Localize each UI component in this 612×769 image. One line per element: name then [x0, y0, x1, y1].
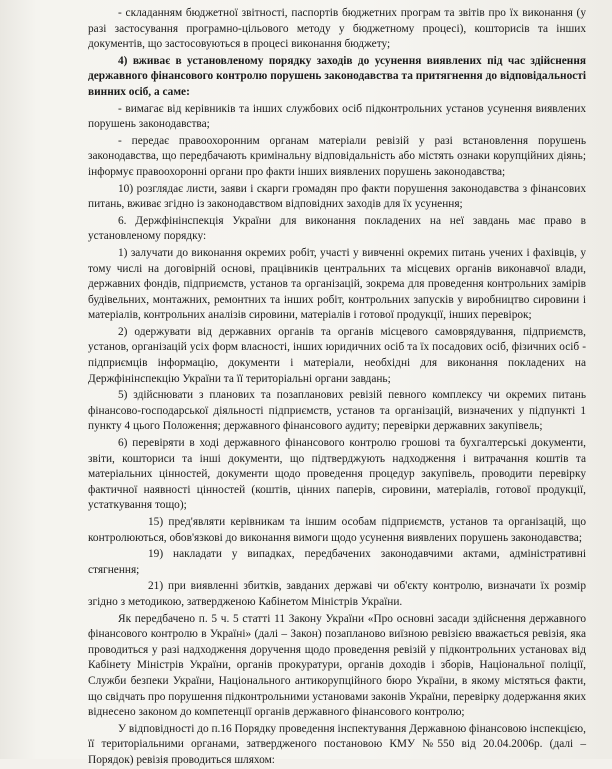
paragraph: 6. Держфінінспекція України для виконання покладених на неї завдань має право в установленому порядку:: [88, 214, 586, 243]
paragraph: 2) одержувати від державних органів та органів місцевого самоврядування, підприємств, установ, організацій усіх форм власності, інших юридичних осіб та їх посадових осіб, фізичних осіб - підприємців інформацію, документи і матеріали, необхідні для виконання покладених на Держфінінспекцію України та її територіальні органи завдань;: [88, 325, 586, 385]
document-body: [88, 6, 586, 769]
paragraph: - передає правоохоронним органам матеріали ревізій у разі встановлення порушень законодавства, що передбачають кримінальну відповідальність або містять ознаки корупційних діянь; інформує правоохоронні органи про факти інших виявлених порушень законодавства;: [88, 134, 586, 178]
paragraph: 1) залучати до виконання окремих робіт, участі у вивченні окремих питань учених і фахівців, у тому числі на договірній основі, працівників центральних та місцевих органів виконавчої влади, державних фондів, підприємств, установ та організацій, зокрема для проведення контрольних замірів будівельних, монтажних, ремонтних та інших робіт, контрольних запусків у виробництво сировини і матеріалів, контрольних аналізів сировини, матеріалів і готової продукції, інших перевірок;: [88, 246, 586, 322]
paragraph: 15) пред'являти керівникам та іншим особам підприємств, установ та організацій, що контролюються, обов'язкові до виконання вимоги щодо усунення виявлених порушень законодавства;: [88, 516, 586, 544]
paragraph: 21) при виявленні збитків, завданих державі чи об'єкту контролю, визначати їх розмір згідно з методикою, затвердженою Кабінетом Міністрів України.: [88, 580, 586, 608]
paragraph: У відповідності до п.16 Порядку проведення інспектування Державною фінансовою інспекцією, її територіальними органами, затвердженого постановою КМУ №550 від 20.04.2006р. (далі – Порядок) ревізія проводиться шляхом:: [88, 722, 586, 766]
paragraph-heading: 4) вживає в установленому порядку заходів до усунення виявлених під час здійснення державного фінансового контролю порушень законодавства та притягнення до відповідальності винних осіб, а саме:: [88, 54, 586, 98]
paragraph: Як передбачено п. 5 ч. 5 статті 11 Закону України «Про основні засади здійснення державного фінансового контролю в Україні» (далі – Закон) позапланово виїзною ревізією вважається ревізія, яка проводиться у разі надходження доручення щодо проведення ревізій у підконтрольних установах від Кабінету Міністрів України, органів прокуратури, органів доходів і зборів, Національної поліції, Служби безпеки України, Національного антикорупційного бюро України, в якому містяться факти, що свідчать про порушення підконтрольними установами законів України, перевірку додержання яких віднесено законом до компетенції органів державного фінансового контролю;: [88, 612, 586, 719]
paragraph: 19) накладати у випадках, передбачених законодавчими актами, адміністративні стягнення;: [88, 548, 586, 576]
paragraph: 6) перевіряти в ході державного фінансового контролю грошові та бухгалтерські документи, звіти, кошториси та інші документи, що підтверджують надходження і витрачання коштів та матеріальних цінностей, документи щодо проведення процедур закупівель, проводити перевірку фактичної наявності цінностей (коштів, цінних паперів, сировини, матеріалів, готової продукції, устаткування тощо);: [88, 437, 586, 512]
paragraph: - складанням бюджетної звітності, паспортів бюджетних програм та звітів про їх виконання (у разі застосування програмно-цільового методу у бюджетному процесі), кошторисів та інших документів, що застосовуються в процесі виконання бюджету;: [88, 7, 586, 51]
paragraph: - вимагає від керівників та інших службових осіб підконтрольних установ усунення виявлених порушень законодавства;: [88, 102, 586, 131]
paragraph: 10) розглядає листи, заяви і скарги громадян про факти порушення законодавства з фінансових питань, вживає згідно із законодавством відповідних заходів для їх усунення;: [88, 182, 586, 211]
paragraph: 5) здійснювати з планових та позапланових ревізій певного комплексу чи окремих питань фінансово-господарської діяльності підприємств, установ та організацій, визначених у підпункті 1 пункту 4 цього Положення; державного фінансового аудиту; перевірки державних закупівель;: [88, 389, 586, 433]
